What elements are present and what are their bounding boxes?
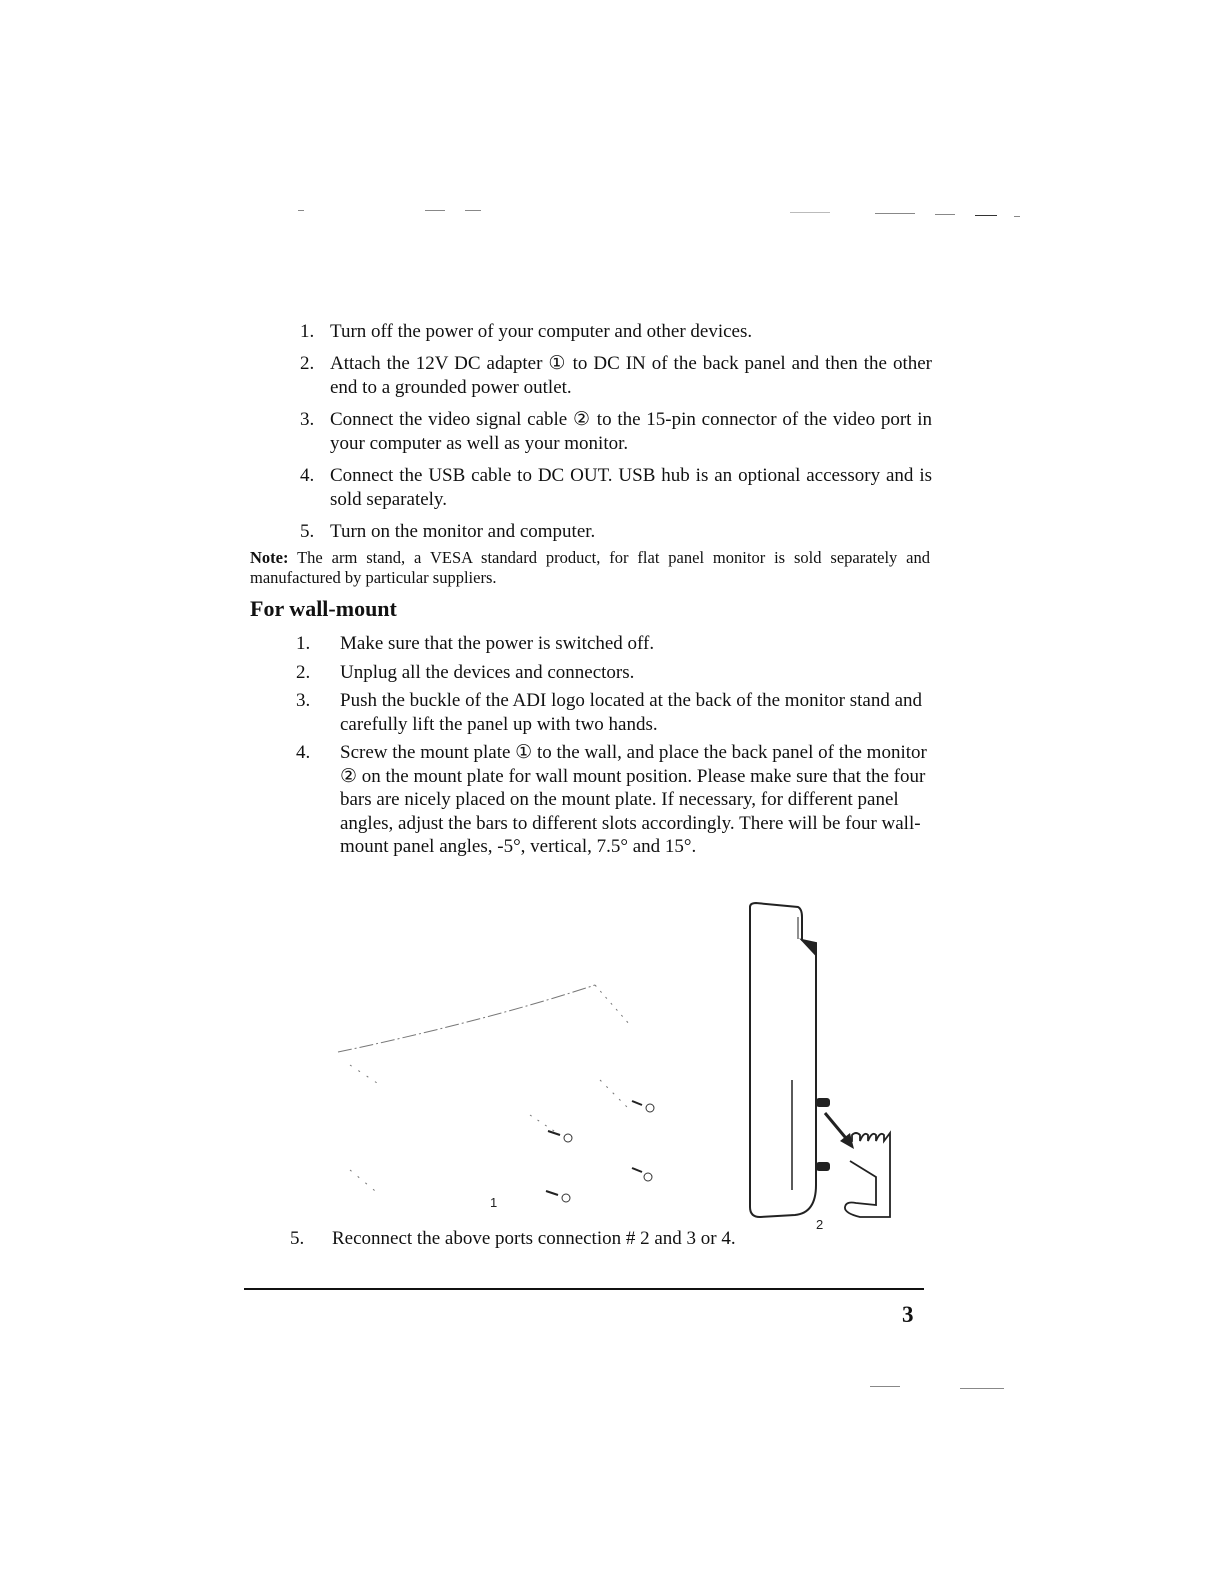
step-text: Reconnect the above ports connection # 2 and 3 or 4. [332, 1228, 736, 1249]
mount-bar-top [816, 1098, 830, 1107]
step-number: 1. [300, 321, 315, 342]
scan-mark [298, 210, 304, 211]
scan-mark [1014, 216, 1020, 217]
screw-icon [632, 1101, 654, 1112]
arrow-icon [825, 1113, 854, 1149]
monitor-side-view [750, 903, 816, 1217]
wall-mount-steps-list [296, 632, 932, 864]
scan-mark [960, 1388, 1004, 1389]
footer-rule [244, 1288, 924, 1290]
screw-icon [548, 1131, 572, 1142]
setup-step [300, 320, 932, 344]
wall-mount-step [296, 689, 932, 736]
scan-mark [425, 210, 445, 211]
scan-mark [790, 212, 830, 213]
step-text: Connect the USB cable to DC OUT. USB hub is an optional accessory and is sold separately. [330, 465, 932, 510]
setup-step [300, 352, 932, 400]
wall-mount-figure [320, 895, 920, 1235]
step-number: 1. [296, 633, 311, 654]
note [250, 548, 930, 588]
step-text: Push the buckle of the ADI logo located at the back of the monitor stand and carefully lift the panel up with two hands. [340, 690, 922, 735]
step-text: Unplug all the devices and connectors. [340, 661, 635, 683]
step-number: 3. [296, 690, 311, 711]
setup-steps-list [300, 320, 932, 552]
step-text: Make sure that the power is switched off. [340, 633, 655, 654]
screw-icon [632, 1168, 652, 1181]
step-number: 3. [300, 409, 315, 430]
scan-mark [465, 210, 481, 211]
wall-mount-heading: For wall-mount [250, 596, 397, 621]
wall-mount-step [296, 632, 932, 656]
wall-mount-step [296, 661, 932, 685]
step-number: 5. [300, 521, 315, 542]
setup-step [300, 408, 932, 456]
step-text: Turn off the power of your computer and other devices. [330, 321, 753, 342]
step-number: 4. [300, 465, 315, 486]
note-label: Note: [250, 548, 289, 567]
mount-bar-bottom [816, 1162, 830, 1171]
step-number: 2. [300, 353, 315, 374]
scan-mark [870, 1386, 900, 1387]
scan-mark [935, 214, 955, 215]
screw-icon [546, 1191, 570, 1202]
setup-step [300, 520, 932, 544]
wall-mount-final-step [290, 1228, 736, 1250]
figure-label-plate: 1 [490, 1195, 498, 1210]
note-text: The arm stand, a VESA standard product, for flat panel monitor is sold separately and manufactured by particular suppliers. [250, 548, 930, 587]
setup-step [300, 464, 932, 512]
figure-label-monitor: 2 [816, 1217, 824, 1232]
mount-plate-sketch [338, 985, 630, 1195]
scan-mark [975, 215, 997, 216]
wall-mount-step [296, 741, 932, 859]
step-text: Turn on the monitor and computer. [330, 521, 596, 542]
step-number: 4. [296, 742, 311, 763]
step-text: Connect the video signal cable ② to the 15-pin connector of the video port in your computer as well as your monitor. [330, 409, 932, 454]
step-number: 2. [296, 661, 311, 683]
step-text: Attach the 12V DC adapter ① to DC IN of the back panel and then the other end to a grounded power outlet. [330, 353, 932, 398]
step-number: 5. [290, 1228, 305, 1249]
step-text: Screw the mount plate ① to the wall, and place the back panel of the monitor ② on the mount plate for wall mount position. Please make sure that the four bars are nicely placed on the mount plate. If necessary, for different panel angles, adjust the bars to different slots accordingly. There will be four wall-mount panel angles, -5°, vertical, 7.5° and 15°. [340, 742, 927, 857]
page-number: 3 [902, 1302, 914, 1327]
scan-mark [875, 213, 915, 214]
